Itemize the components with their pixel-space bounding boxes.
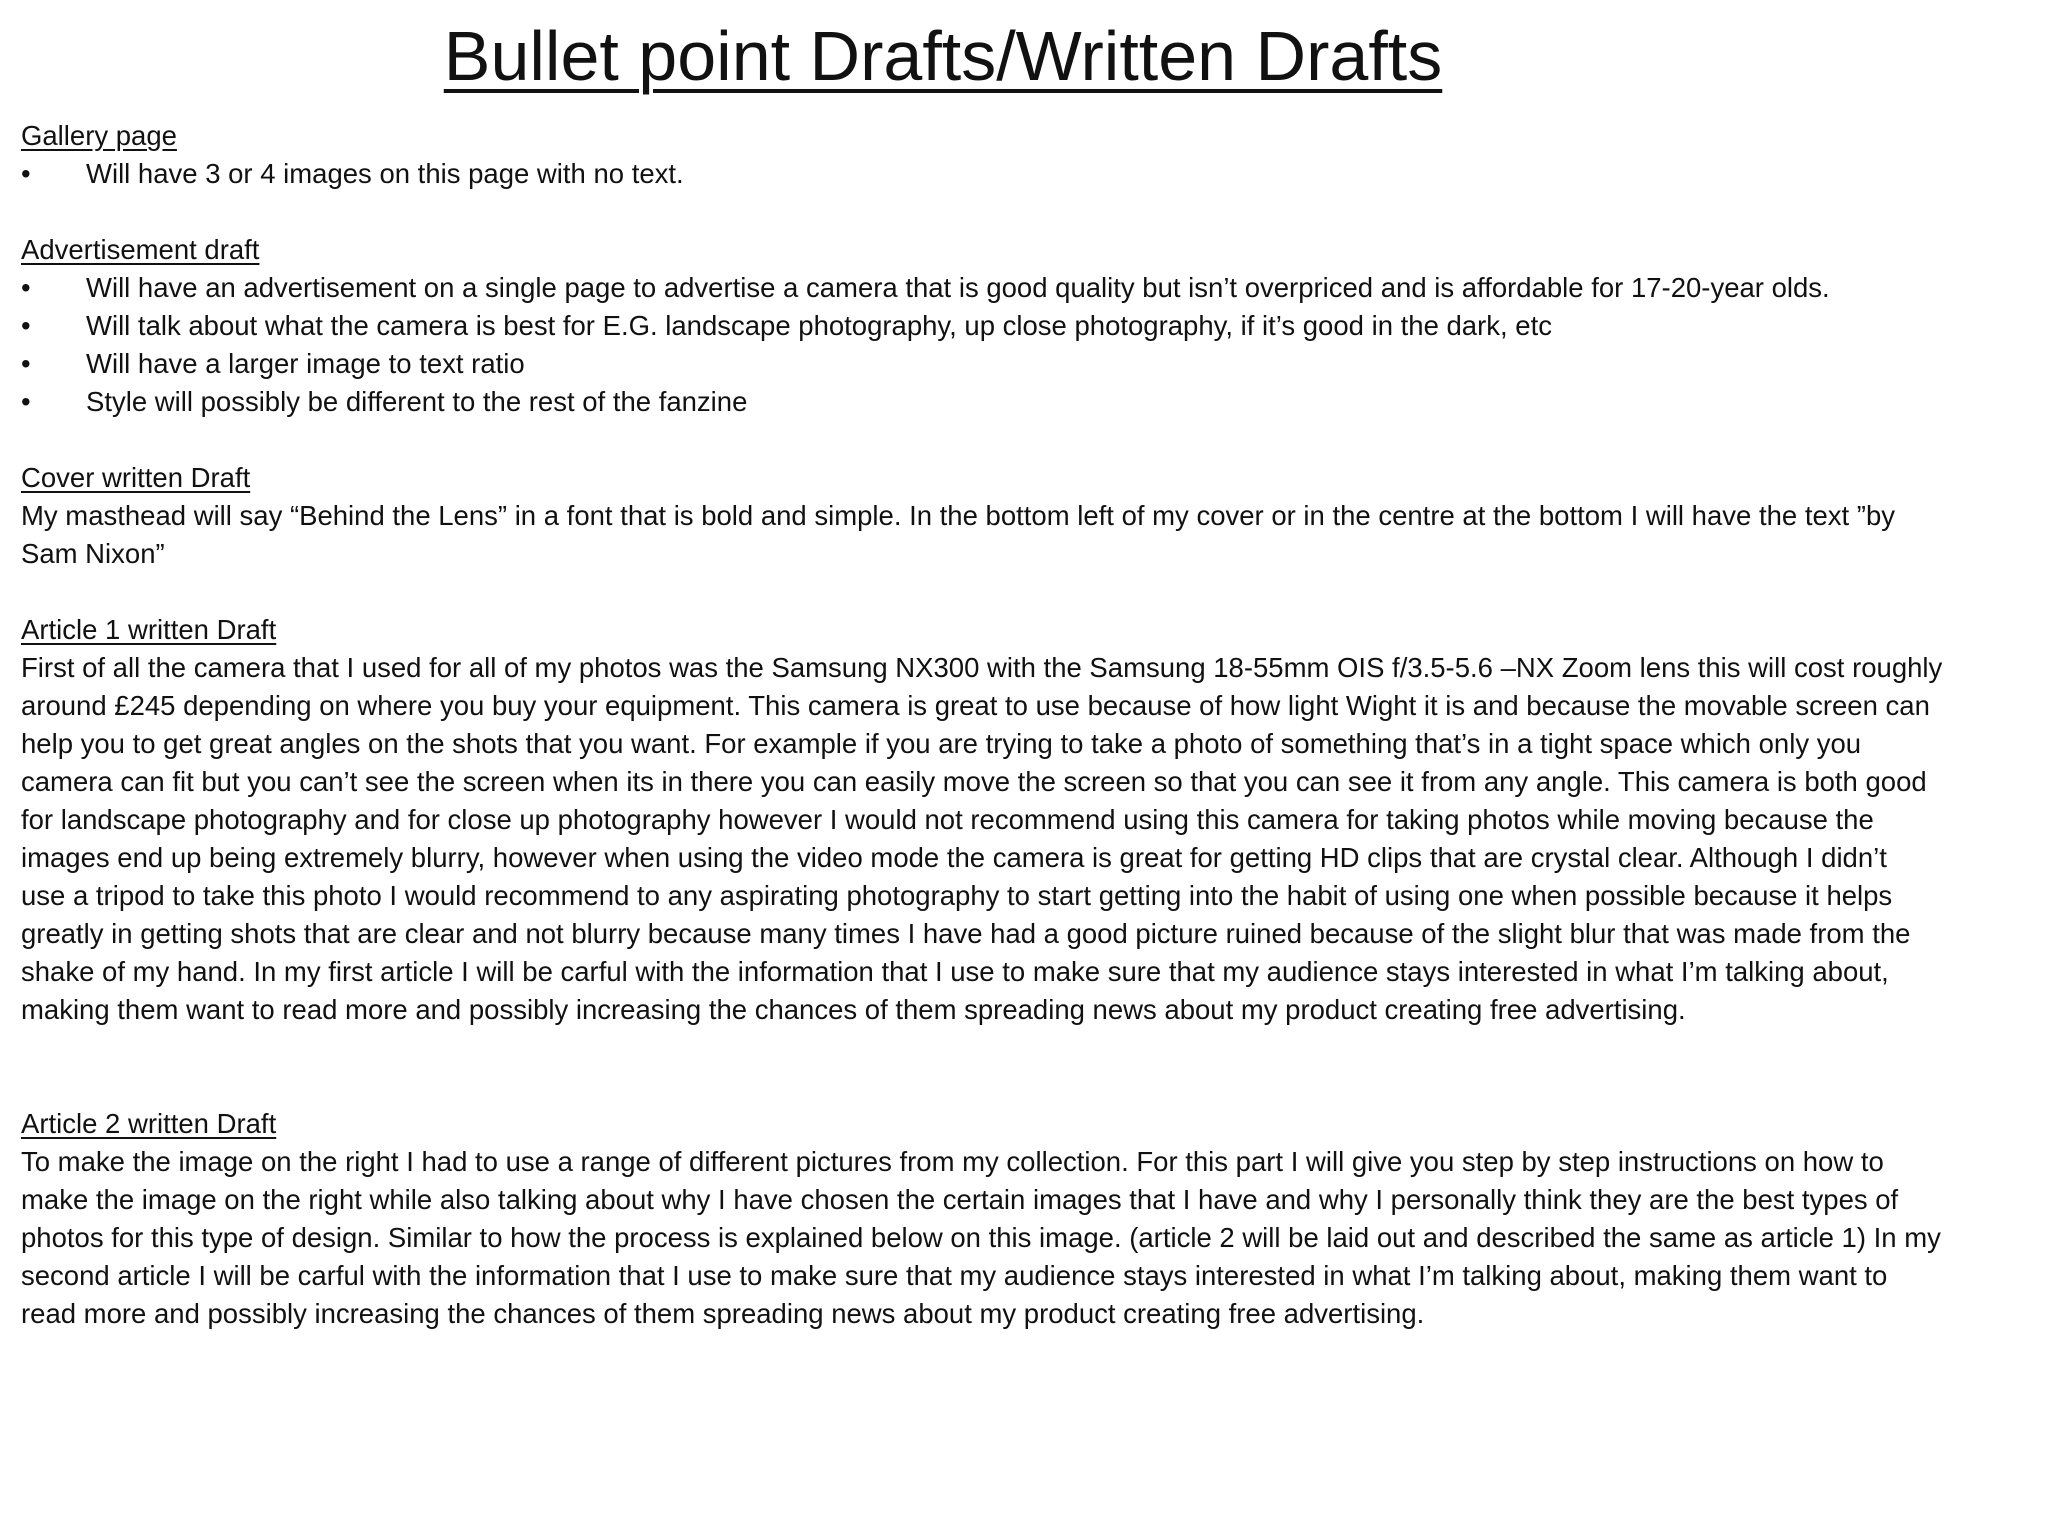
paragraph-line: To make the image on the right I had to use a range of different pictures from my collection. For this part I will give you step by step instructions on how to <box>21 1146 1884 1177</box>
gallery-heading: Gallery page <box>21 120 177 151</box>
bullet-glyph: • <box>21 158 31 189</box>
paragraph-line: make the image on the right while also talking about why I have chosen the certain images that I have and why I personally think they are the best types of <box>21 1184 1899 1215</box>
bullet-item <box>21 155 2031 193</box>
spacer <box>21 193 2031 231</box>
bullet-item <box>21 345 2031 383</box>
article1-heading: Article 1 written Draft <box>21 614 277 645</box>
paragraph-line: around £245 depending on where you buy your equipment. This camera is great to use because of how light Wight it is and because the movable screen can <box>21 690 1930 721</box>
page-title: Bullet point Drafts/Written Drafts <box>443 17 1443 95</box>
advertisement-section <box>21 231 2031 421</box>
gallery-bullet-list <box>21 155 2031 193</box>
paragraph-line: First of all the camera that I used for all of my photos was the Samsung NX300 with the Samsung 18-55mm OIS f/3.5-5.6 –NX Zoom lens this will cost roughly <box>21 652 1943 683</box>
advertisement-bullet-list <box>21 269 2031 421</box>
gallery-section <box>21 117 2031 193</box>
bullet-item <box>21 269 2031 307</box>
bullet-glyph: • <box>21 386 31 417</box>
bullet-text: Will have a larger image to text ratio <box>86 348 525 379</box>
cover-heading: Cover written Draft <box>21 462 251 493</box>
article2-heading: Article 2 written Draft <box>21 1108 277 1139</box>
paragraph-line: shake of my hand. In my first article I will be carful with the information that I use to make sure that my audience stays interested in what I’m talking about, <box>21 956 1889 987</box>
paragraph-line: camera can fit but you can’t see the screen when its in there you can easily move the screen so that you can see it from any angle. This camera is both good <box>21 766 1927 797</box>
spacer <box>21 421 2031 459</box>
bullet-item <box>21 307 2031 345</box>
advertisement-heading: Advertisement draft <box>21 234 260 265</box>
bullet-glyph: • <box>21 310 31 341</box>
bullet-text: Will have 3 or 4 images on this page with no text. <box>86 158 684 189</box>
article1-paragraph <box>21 649 2031 1029</box>
bullet-item <box>21 383 2031 421</box>
paragraph-line: read more and possibly increasing the chances of them spreading news about my product creating free advertising. <box>21 1298 1425 1329</box>
paragraph-line: images end up being extremely blurry, however when using the video mode the camera is great for getting HD clips that are crystal clear. Although I didn’t <box>21 842 1887 873</box>
paragraph-line: greatly in getting shots that are clear and not blurry because many times I have had a good picture ruined because of the slight blur that was made from the <box>21 918 1911 949</box>
paragraph-line: help you to get great angles on the shots that you want. For example if you are trying to take a photo of something that’s in a tight space which only you <box>21 728 1862 759</box>
paragraph-line: for landscape photography and for close up photography however I would not recommend using this camera for taking photos while moving because the <box>21 804 1874 835</box>
article2-section <box>21 1105 2031 1333</box>
paragraph-line: use a tripod to take this photo I would recommend to any aspirating photography to start getting into the habit of using one when possible because it helps <box>21 880 1893 911</box>
paragraph-line: making them want to read more and possibly increasing the chances of them spreading news about my product creating free advertising. <box>21 994 1686 1025</box>
bullet-text: Will talk about what the camera is best for E.G. landscape photography, up close photography, if it’s good in the dark, etc <box>86 310 1552 341</box>
article2-paragraph <box>21 1143 2031 1333</box>
bullet-glyph: • <box>21 272 31 303</box>
bullet-glyph: • <box>21 348 31 379</box>
cover-paragraph <box>21 497 2031 573</box>
paragraph-line: second article I will be carful with the information that I use to make sure that my audience stays interested in what I’m talking about, making them want to <box>21 1260 1888 1291</box>
slide-content <box>21 117 2031 1333</box>
bullet-text: Style will possibly be different to the rest of the fanzine <box>86 386 748 417</box>
paragraph-line: photos for this type of design. Similar to how the process is explained below on this image. (article 2 will be laid out and described the same as article 1) In my <box>21 1222 1941 1253</box>
cover-section <box>21 459 2031 573</box>
spacer <box>21 1029 2031 1105</box>
paragraph-line: My masthead will say “Behind the Lens” in a font that is bold and simple. In the bottom left of my cover or in the centre at the bottom I will have the text ”by <box>21 500 1895 531</box>
article1-section <box>21 611 2031 1029</box>
spacer <box>21 573 2031 611</box>
bullet-text: Will have an advertisement on a single page to advertise a camera that is good quality but isn’t overpriced and is affordable for 17-20-year olds. <box>86 272 1830 303</box>
paragraph-line: Sam Nixon” <box>21 538 165 569</box>
